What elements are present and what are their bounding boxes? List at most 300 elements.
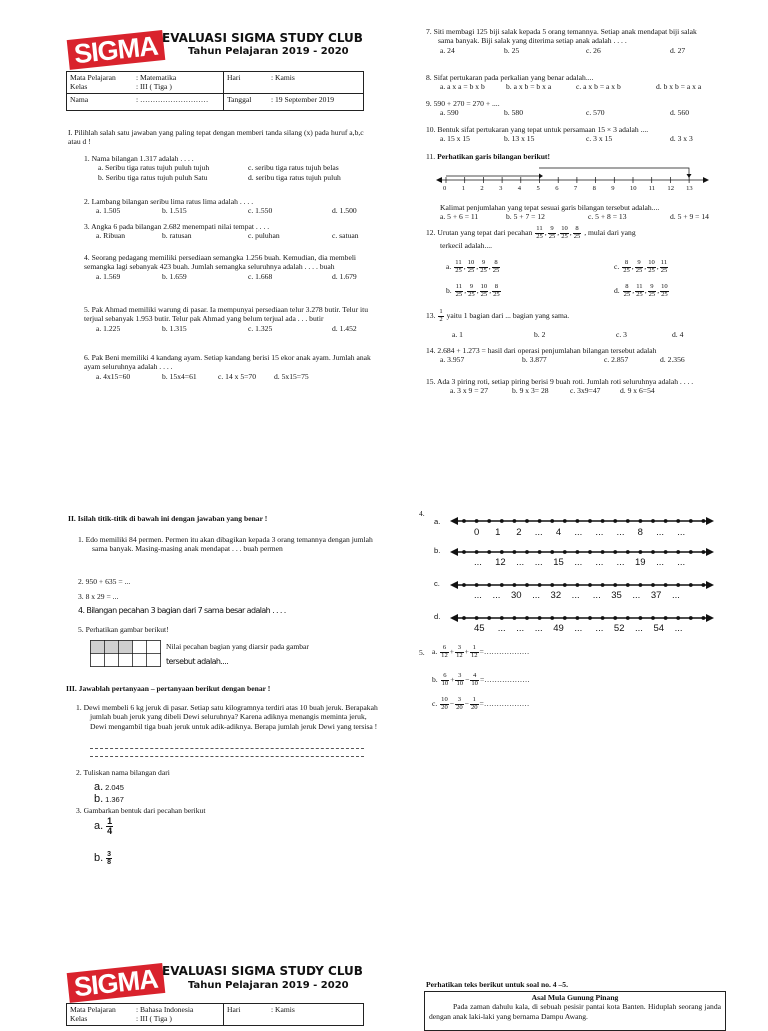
option-a[interactable]: a. 1 xyxy=(452,330,463,339)
option-b[interactable]: b. 2 xyxy=(534,330,546,339)
arrow-right xyxy=(706,548,714,556)
question-7 xyxy=(426,27,708,55)
question-stem-2: terkecil adalah.... xyxy=(440,241,493,251)
number-line-dot xyxy=(601,550,605,554)
numerator: 9 xyxy=(479,260,488,268)
number-line-dot xyxy=(702,519,706,523)
number-line-dot xyxy=(475,583,479,587)
numerator: 9 xyxy=(467,284,476,292)
option-c[interactable]: c. a x b = a x b xyxy=(576,82,621,92)
option-d[interactable]: d. 1.452 xyxy=(332,323,357,333)
question-6 xyxy=(84,353,374,381)
nl-values-d: 45 ... ... ... 49 ... ... 52 ... 54 ... xyxy=(474,623,683,634)
denominator: 25 xyxy=(455,290,463,298)
number-line-dot xyxy=(626,583,630,587)
s2-question-5-text2: tersebut adalah.... xyxy=(166,657,229,666)
arrow-left xyxy=(450,517,458,525)
number-line-dot xyxy=(538,616,542,620)
numerator: 4 xyxy=(470,673,479,681)
operator: − xyxy=(464,698,469,708)
question-9 xyxy=(426,99,746,118)
answer-blank[interactable]: =……………… xyxy=(479,646,530,656)
tick-label: 7 xyxy=(573,185,578,192)
denominator: 12 xyxy=(456,651,463,659)
option-c[interactable]: c. 570 xyxy=(586,108,605,118)
denominator: 10 xyxy=(456,679,464,687)
label: Tanggal xyxy=(227,94,252,104)
numerator: 8 xyxy=(623,284,632,292)
operator: − xyxy=(449,698,455,708)
question-stem: 4. Seorang pedagang memiliki persediaan semangka 1.256 buah. Kemudian, dia membeli semangka lagi sebanyak 423 buah. Jumlah semangka seluruhnya adalah . . . . buah xyxy=(84,253,357,272)
page-subtitle: Tahun Pelajaran 2019 - 2020 xyxy=(188,980,349,991)
denominator: 25 xyxy=(561,232,568,240)
arrow-right xyxy=(706,614,714,622)
question-number: 13. xyxy=(426,310,436,320)
question-stem: 12. Urutan yang tepat dari pecahan xyxy=(426,227,533,237)
denominator: 25 xyxy=(648,290,656,298)
number-line-dot xyxy=(689,519,693,523)
fraction xyxy=(455,697,464,711)
arrow-left xyxy=(450,614,458,622)
value: : III ( Tiga ) xyxy=(136,1014,172,1024)
label-b: b. xyxy=(94,851,104,864)
number-line-dot xyxy=(538,583,542,587)
numerator: 1 xyxy=(470,697,479,705)
numerator: 10 xyxy=(561,225,568,232)
denominator: 25 xyxy=(536,232,543,240)
number-line-dot xyxy=(550,519,554,523)
option-b[interactable]: b. Seribu tiga ratus tujuh puluh Satu xyxy=(98,172,208,182)
section3-title: III. Jawablah pertanyaan – pertanyaan berikut dengan benar ! xyxy=(66,684,271,693)
denominator: 25 xyxy=(548,232,556,240)
s3-question-3a xyxy=(94,817,114,836)
option-a[interactable]: a. 15 x 15 xyxy=(440,134,470,144)
number-line-dot xyxy=(639,583,643,587)
fraction-expression-a[interactable] xyxy=(432,645,529,659)
numerator: 1 xyxy=(107,816,113,826)
numerator: 8 xyxy=(573,226,582,234)
number-line-dot xyxy=(613,519,617,523)
option-c[interactable]: c. 3 x 15 xyxy=(586,134,613,144)
fraction xyxy=(480,284,489,298)
option-a[interactable]: a. 1.505 xyxy=(96,206,121,216)
number-line-dot xyxy=(676,583,680,587)
option-b[interactable]: b. 15x4=61 xyxy=(162,371,197,381)
option-c[interactable]: c. 1.325 xyxy=(248,323,273,333)
denominator: 20 xyxy=(441,703,448,711)
number-line-dot xyxy=(588,550,592,554)
option-d[interactable]: d. 9 x 6=54 xyxy=(620,386,655,396)
number-line-dot xyxy=(576,616,580,620)
number-line-dot xyxy=(626,616,630,620)
option-d[interactable]: d. seribu tiga ratus tujuh puluh xyxy=(248,172,341,182)
value: : Kamis xyxy=(271,1005,295,1014)
number-line-dot xyxy=(613,583,617,587)
numerator: 10 xyxy=(480,283,488,290)
fraction xyxy=(441,673,450,687)
numerator: 9 xyxy=(548,226,557,234)
numerator: 11 xyxy=(455,283,463,290)
option-d[interactable]: d. 560 xyxy=(670,108,689,118)
option-b[interactable]: b. 580 xyxy=(504,108,523,118)
number-line-dot xyxy=(588,583,592,587)
section1-intro: I. Pilihlah salah satu jawaban yang paling tepat dengan memberi tanda silang (x) pada huruf a,b,c atau d ! xyxy=(68,128,364,147)
option-b[interactable]: b. 3.877 xyxy=(522,355,547,365)
operator: + xyxy=(449,646,455,656)
option-a[interactable]: a. 1.569 xyxy=(96,271,121,281)
question-stem: 7. Siti membagi 125 biji salak kepada 5 orang temannya. Setiap anak mendapat biji salak sama banyak. Biji salak yang diterima setiap anak adalah . . . . xyxy=(426,27,697,46)
number-line-dot xyxy=(525,550,529,554)
number-line-dot xyxy=(475,616,479,620)
s2-question-1: 1. Edo memiliki 84 permen. Permen itu akan dibagikan kepada 3 orang temannya dengan jumlah sama banyak. Masing-masing anak mendapat . . . buah permen xyxy=(78,535,373,554)
option-d[interactable]: d. b x b = a x a xyxy=(656,82,702,92)
number-line-dot xyxy=(664,550,668,554)
numerator: 3 xyxy=(455,697,464,705)
story-box xyxy=(424,991,726,1031)
denominator: 25 xyxy=(636,290,643,298)
arrow-right xyxy=(703,177,709,183)
denominator: 20 xyxy=(470,703,478,711)
option-d[interactable]: d. 3 x 3 xyxy=(670,134,693,144)
number-line-dot xyxy=(639,550,643,554)
option-c[interactable]: c. 14 x 5=70 xyxy=(218,371,257,381)
numerator: 11 xyxy=(455,259,462,266)
option-b[interactable]: b. 1.515 xyxy=(162,206,187,216)
option-a[interactable]: a. 3 x 9 = 27 xyxy=(450,386,489,396)
s3-question-3: 3. Gambarkan bentuk dari pecahan berikut xyxy=(76,806,206,815)
number-line-dot xyxy=(576,550,580,554)
option-c[interactable]: c. 3x9=47 xyxy=(570,386,601,396)
option-d[interactable]: d. 2.356 xyxy=(660,355,685,365)
label: Kelas xyxy=(70,82,88,92)
s2-question-5b-number: 5. xyxy=(419,648,425,657)
tick-label: 4 xyxy=(517,185,522,192)
option-d[interactable]: c. satuan xyxy=(332,231,359,241)
answer-line[interactable] xyxy=(90,756,364,757)
numerator: 3 xyxy=(455,645,464,653)
number-line-dot xyxy=(462,583,466,587)
fraction-half xyxy=(438,309,443,323)
jump-arrow-2-head xyxy=(687,174,692,178)
number-line-q11-labels xyxy=(436,185,718,195)
number-line-dot xyxy=(702,616,706,620)
question-stem: 6. Pak Beni memiliki 4 kandang ayam. Setiap kandang berisi 15 ekor anak ayam. Jumlah anak ayam seluruhnya adalah . . . . xyxy=(84,353,371,372)
number-line-dot xyxy=(462,519,466,523)
option-d[interactable]: d. 5 + 9 = 14 xyxy=(670,212,709,222)
denominator: 25 xyxy=(648,266,655,274)
fraction-expression-b[interactable] xyxy=(432,673,530,687)
nl-label-a: a. xyxy=(434,517,441,526)
number-line-dot xyxy=(563,519,567,523)
number-line-dot xyxy=(576,583,580,587)
option-c[interactable]: c. 26 xyxy=(586,45,601,55)
question-number: 11. xyxy=(426,152,436,161)
question-5 xyxy=(84,305,374,333)
question-13 xyxy=(426,309,746,323)
fraction-expression-c[interactable] xyxy=(432,697,529,711)
denominator: 25 xyxy=(623,266,630,274)
answer-blank[interactable]: =……………… xyxy=(479,674,530,684)
label: Mata Pelajaran xyxy=(70,73,116,82)
option-a[interactable]: a. 5 + 6 = 11 xyxy=(440,212,479,222)
sigma-logo: SIGMA xyxy=(67,30,165,70)
numerator: 8 xyxy=(492,284,501,292)
s3-question-3b xyxy=(94,851,113,866)
option-c[interactable]: c. 1.550 xyxy=(248,206,273,216)
tick-label: 8 xyxy=(592,185,596,192)
fraction xyxy=(454,260,463,274)
option-a[interactable]: a. Seribu tiga ratus tujuh puluh tujuh xyxy=(98,163,210,173)
option-a[interactable]: a. 24 xyxy=(440,45,455,55)
option-c[interactable]: c. 2.857 xyxy=(604,355,629,365)
option-b[interactable]: b. $\frac{11}{25}$ , $\frac{9}{25}$ , $\frac{10}{25}$ , $\frac{8}{25}$ xyxy=(446,283,500,298)
number-line-dot xyxy=(500,616,504,620)
question-8 xyxy=(426,73,746,92)
tick-label: 13 xyxy=(686,185,693,192)
option-c[interactable]: c. 1.668 xyxy=(248,271,273,281)
nl-label-d: d. xyxy=(434,612,441,621)
option-c[interactable]: c. puluhan xyxy=(248,231,280,241)
nl-label-c: c. xyxy=(434,579,440,588)
option-c[interactable]: c. 3 xyxy=(616,330,627,339)
question-10 xyxy=(426,125,746,144)
label-a: a. xyxy=(94,819,104,832)
question-stem: 3. Angka 6 pada bilangan 2.682 menempati nilai tempat . . . . xyxy=(84,222,270,231)
numerator: 8 xyxy=(492,260,501,268)
page-subtitle: Tahun Pelajaran 2019 - 2020 xyxy=(188,46,349,57)
denominator: 12 xyxy=(470,651,478,659)
value: : Bahasa Indonesia xyxy=(136,1005,194,1014)
option-a[interactable]: a. 3.957 xyxy=(440,355,465,365)
number-line-dot xyxy=(651,616,655,620)
info-table-2 xyxy=(66,1003,364,1026)
fraction xyxy=(440,697,449,711)
info-table xyxy=(66,71,364,111)
option-b[interactable]: b. 9 x 3= 28 xyxy=(512,386,549,396)
number-value: 1.367 xyxy=(105,795,124,804)
number-line-dot xyxy=(601,616,605,620)
option-a[interactable]: a. Ribuan xyxy=(96,231,126,241)
option-b[interactable]: b. 5 + 7 = 12 xyxy=(506,212,545,222)
denominator: 25 xyxy=(623,290,631,298)
option-d[interactable]: d. 1.500 xyxy=(332,206,357,216)
s2-question-5-text: Nilai pecahan bagian yang diarsir pada gambar xyxy=(166,642,309,651)
s2-question-2: 2. 950 + 635 = ... xyxy=(78,577,131,586)
denominator: 8 xyxy=(107,859,111,866)
page-title: EVALUASI SIGMA STUDY CLUB xyxy=(162,964,363,978)
number-line-dot xyxy=(500,519,504,523)
number-line-dot xyxy=(513,583,517,587)
denominator: 25 xyxy=(455,266,462,274)
denominator: 25 xyxy=(468,290,475,298)
number-lines-number: 4. xyxy=(419,509,425,518)
option-d[interactable]: d. 5x15=75 xyxy=(274,371,309,381)
option-a[interactable]: a. a x a = b x b xyxy=(440,82,485,92)
question-stem: 5. Pak Ahmad memiliki warung di pasar. Ia mempunyai persediaan telur 3.278 butir. Telur itu terjual sebanyak 1.953 butir. Telur pak Ahmad yang belum terjual ada . . . butir xyxy=(84,305,369,324)
label: Hari xyxy=(227,1005,241,1014)
denominator: 25 xyxy=(660,266,668,274)
fraction xyxy=(467,284,476,298)
fraction xyxy=(470,673,479,687)
nl-values-a: 0 1 2 ... 4 ... ... ... 8 ... ... xyxy=(474,527,686,538)
option-a[interactable]: a. 590 xyxy=(440,108,459,118)
jump-arrow-2 xyxy=(539,168,689,174)
option-c[interactable]: c. $\frac{8}{25}$ , $\frac{9}{25}$ , $\frac{10}{25}$ , $\frac{11}{25}$ xyxy=(614,259,668,274)
option-b[interactable]: b. 1.315 xyxy=(162,323,187,333)
denominator: 25 xyxy=(493,290,500,298)
denominator: 10 xyxy=(471,679,478,687)
tick-label: 3 xyxy=(499,185,503,192)
shaded-fraction-figure xyxy=(90,640,162,668)
number-line-dot xyxy=(689,616,693,620)
tick-label: 2 xyxy=(480,185,484,192)
tick-label: 1 xyxy=(461,185,465,192)
number-line-dot xyxy=(651,583,655,587)
story-title: Asal Mula Gunung Pinang xyxy=(531,993,619,1002)
number-line-dot xyxy=(563,583,567,587)
numerator: 11 xyxy=(660,259,668,266)
label: Hari xyxy=(227,73,241,82)
number-line-dot xyxy=(664,616,668,620)
option-b[interactable]: b. ratusan xyxy=(162,231,192,241)
nl-values-c: ... ... 30 ... 32 ... ... 35 ... 37 ... xyxy=(474,590,680,601)
stem-fractions: $\frac{11}{25}$ , $\frac{9}{25}$ , $\frac{10}{25}$ , $\frac{8}{25}$ xyxy=(536,225,581,240)
question-11 xyxy=(426,152,746,161)
arrow-left xyxy=(450,581,458,589)
numerator: 10 xyxy=(648,259,655,266)
label: Kelas xyxy=(70,1014,88,1024)
number-line-dot xyxy=(676,616,680,620)
option-b[interactable]: b. a x b = b x a xyxy=(506,82,552,92)
number-line-dot xyxy=(525,583,529,587)
tick-label: 11 xyxy=(648,185,656,192)
option-a[interactable]: a. 1.225 xyxy=(96,323,121,333)
option-d[interactable]: d. 4 xyxy=(672,330,684,339)
denominator: 12 xyxy=(441,651,448,659)
denominator: 25 xyxy=(480,290,488,298)
option-a[interactable]: a. $\frac{11}{25}$ , $\frac{10}{25}$ , $\frac{9}{25}$ , $\frac{8}{25}$ xyxy=(446,259,500,274)
number-line-dot xyxy=(676,550,680,554)
option-b[interactable]: b. 25 xyxy=(504,45,520,55)
fraction xyxy=(535,226,544,240)
number-line-dot xyxy=(525,519,529,523)
label-a: a. xyxy=(94,781,104,793)
number-line-dot xyxy=(550,583,554,587)
denominator: 25 xyxy=(467,266,475,274)
s2-question-5: 5. Perhatikan gambar berikut! xyxy=(78,625,169,634)
number-line-dot xyxy=(487,583,491,587)
arrow-right xyxy=(706,581,714,589)
number-line-dot xyxy=(487,550,491,554)
number-line-dot xyxy=(601,519,605,523)
number-line-dot xyxy=(576,519,580,523)
fraction xyxy=(455,284,464,298)
question-11-body xyxy=(440,203,740,222)
number-line-dot xyxy=(513,616,517,620)
fraction xyxy=(560,226,569,240)
option-d[interactable]: d. 27 xyxy=(670,45,686,55)
fraction xyxy=(106,851,112,866)
s2-question-3: 3. 8 x 29 = ... xyxy=(78,592,119,601)
number-line-dot xyxy=(613,616,617,620)
value: : ……………………… xyxy=(136,94,209,104)
question-stem: 1. Nama bilangan 1.317 adalah . . . . xyxy=(84,154,194,163)
numerator: 10 xyxy=(661,283,668,290)
number-line-dot xyxy=(639,519,643,523)
option-c[interactable]: c. seribu tiga ratus tujuh belas xyxy=(248,163,339,173)
nl-label-b: b. xyxy=(434,546,441,555)
fraction xyxy=(440,645,449,659)
option-d[interactable]: d. $\frac{8}{25}$ , $\frac{11}{25}$ , $\frac{9}{25}$ , $\frac{10}{25}$ xyxy=(614,283,668,298)
option-c[interactable]: c. 5 + 8 = 13 xyxy=(588,212,627,222)
tick-label: 10 xyxy=(630,185,637,192)
number-line-dot xyxy=(550,550,554,554)
number-line-dot xyxy=(626,519,630,523)
number-line-dot xyxy=(538,519,542,523)
denominator: 10 xyxy=(441,679,449,687)
option-d[interactable]: d. 1.679 xyxy=(332,271,357,281)
answer-blank[interactable]: =……………… xyxy=(479,698,530,708)
number-line-dot xyxy=(525,616,529,620)
fraction xyxy=(455,645,464,659)
page-title: EVALUASI SIGMA STUDY CLUB xyxy=(162,31,363,45)
question-stem-tail: , mulai dari yang xyxy=(584,227,636,237)
tick-label: 6 xyxy=(555,185,559,192)
answer-line[interactable] xyxy=(90,748,364,749)
question-stem: 9. 590 + 270 = 270 + .... xyxy=(426,99,500,108)
tick-label: 5 xyxy=(536,185,540,192)
s3-question-2: 2. Tuliskan nama bilangan dari xyxy=(76,768,170,777)
question-stem: 15. Ada 3 piring roti, setiap piring berisi 9 buah roti. Jumlah roti seluruhnya adalah . . . . xyxy=(426,377,694,386)
option-b[interactable]: b. 13 x 15 xyxy=(504,134,535,144)
number-line-dot xyxy=(475,550,479,554)
number-value: 2.045 xyxy=(105,783,124,792)
number-line-dot xyxy=(563,550,567,554)
question-stem: Perhatikan garis bilangan berikut! xyxy=(437,152,550,161)
fraction xyxy=(573,226,582,240)
fraction xyxy=(635,260,644,274)
tick-label: 0 xyxy=(443,185,447,192)
fraction xyxy=(470,645,479,659)
number-line-dot xyxy=(702,550,706,554)
number-line-dot xyxy=(601,583,605,587)
fraction xyxy=(635,284,644,298)
fraction xyxy=(106,817,113,836)
operator: + xyxy=(464,646,469,656)
option-b[interactable]: b. 1.659 xyxy=(162,271,187,281)
number-line-dot xyxy=(500,583,504,587)
numerator: 9 xyxy=(648,284,657,292)
s2-question-4: 4. Bilangan pecahan 3 bagian dari 7 sama besar adalah . . . . xyxy=(78,606,286,615)
number-line-dot xyxy=(676,519,680,523)
value: : 19 September 2019 xyxy=(271,94,335,104)
expression-label: c. xyxy=(432,698,440,708)
denominator: 25 xyxy=(573,232,581,240)
number-line-dot xyxy=(487,616,491,620)
number-line-dot xyxy=(538,550,542,554)
question-14 xyxy=(426,346,746,365)
question-3 xyxy=(84,222,374,241)
numerator: 1 xyxy=(439,308,443,315)
numerator: 10 xyxy=(441,696,448,703)
option-a[interactable]: a. 4x15=60 xyxy=(96,371,131,381)
fraction xyxy=(622,260,631,274)
question-stem: 14. 2.684 + 1.273 = hasil dari operasi penjumlahan bilangan tersebut adalah xyxy=(426,346,657,355)
number-line-dot xyxy=(588,519,592,523)
numerator: 8 xyxy=(622,260,631,268)
operator: + xyxy=(450,674,455,684)
fraction xyxy=(492,260,501,274)
